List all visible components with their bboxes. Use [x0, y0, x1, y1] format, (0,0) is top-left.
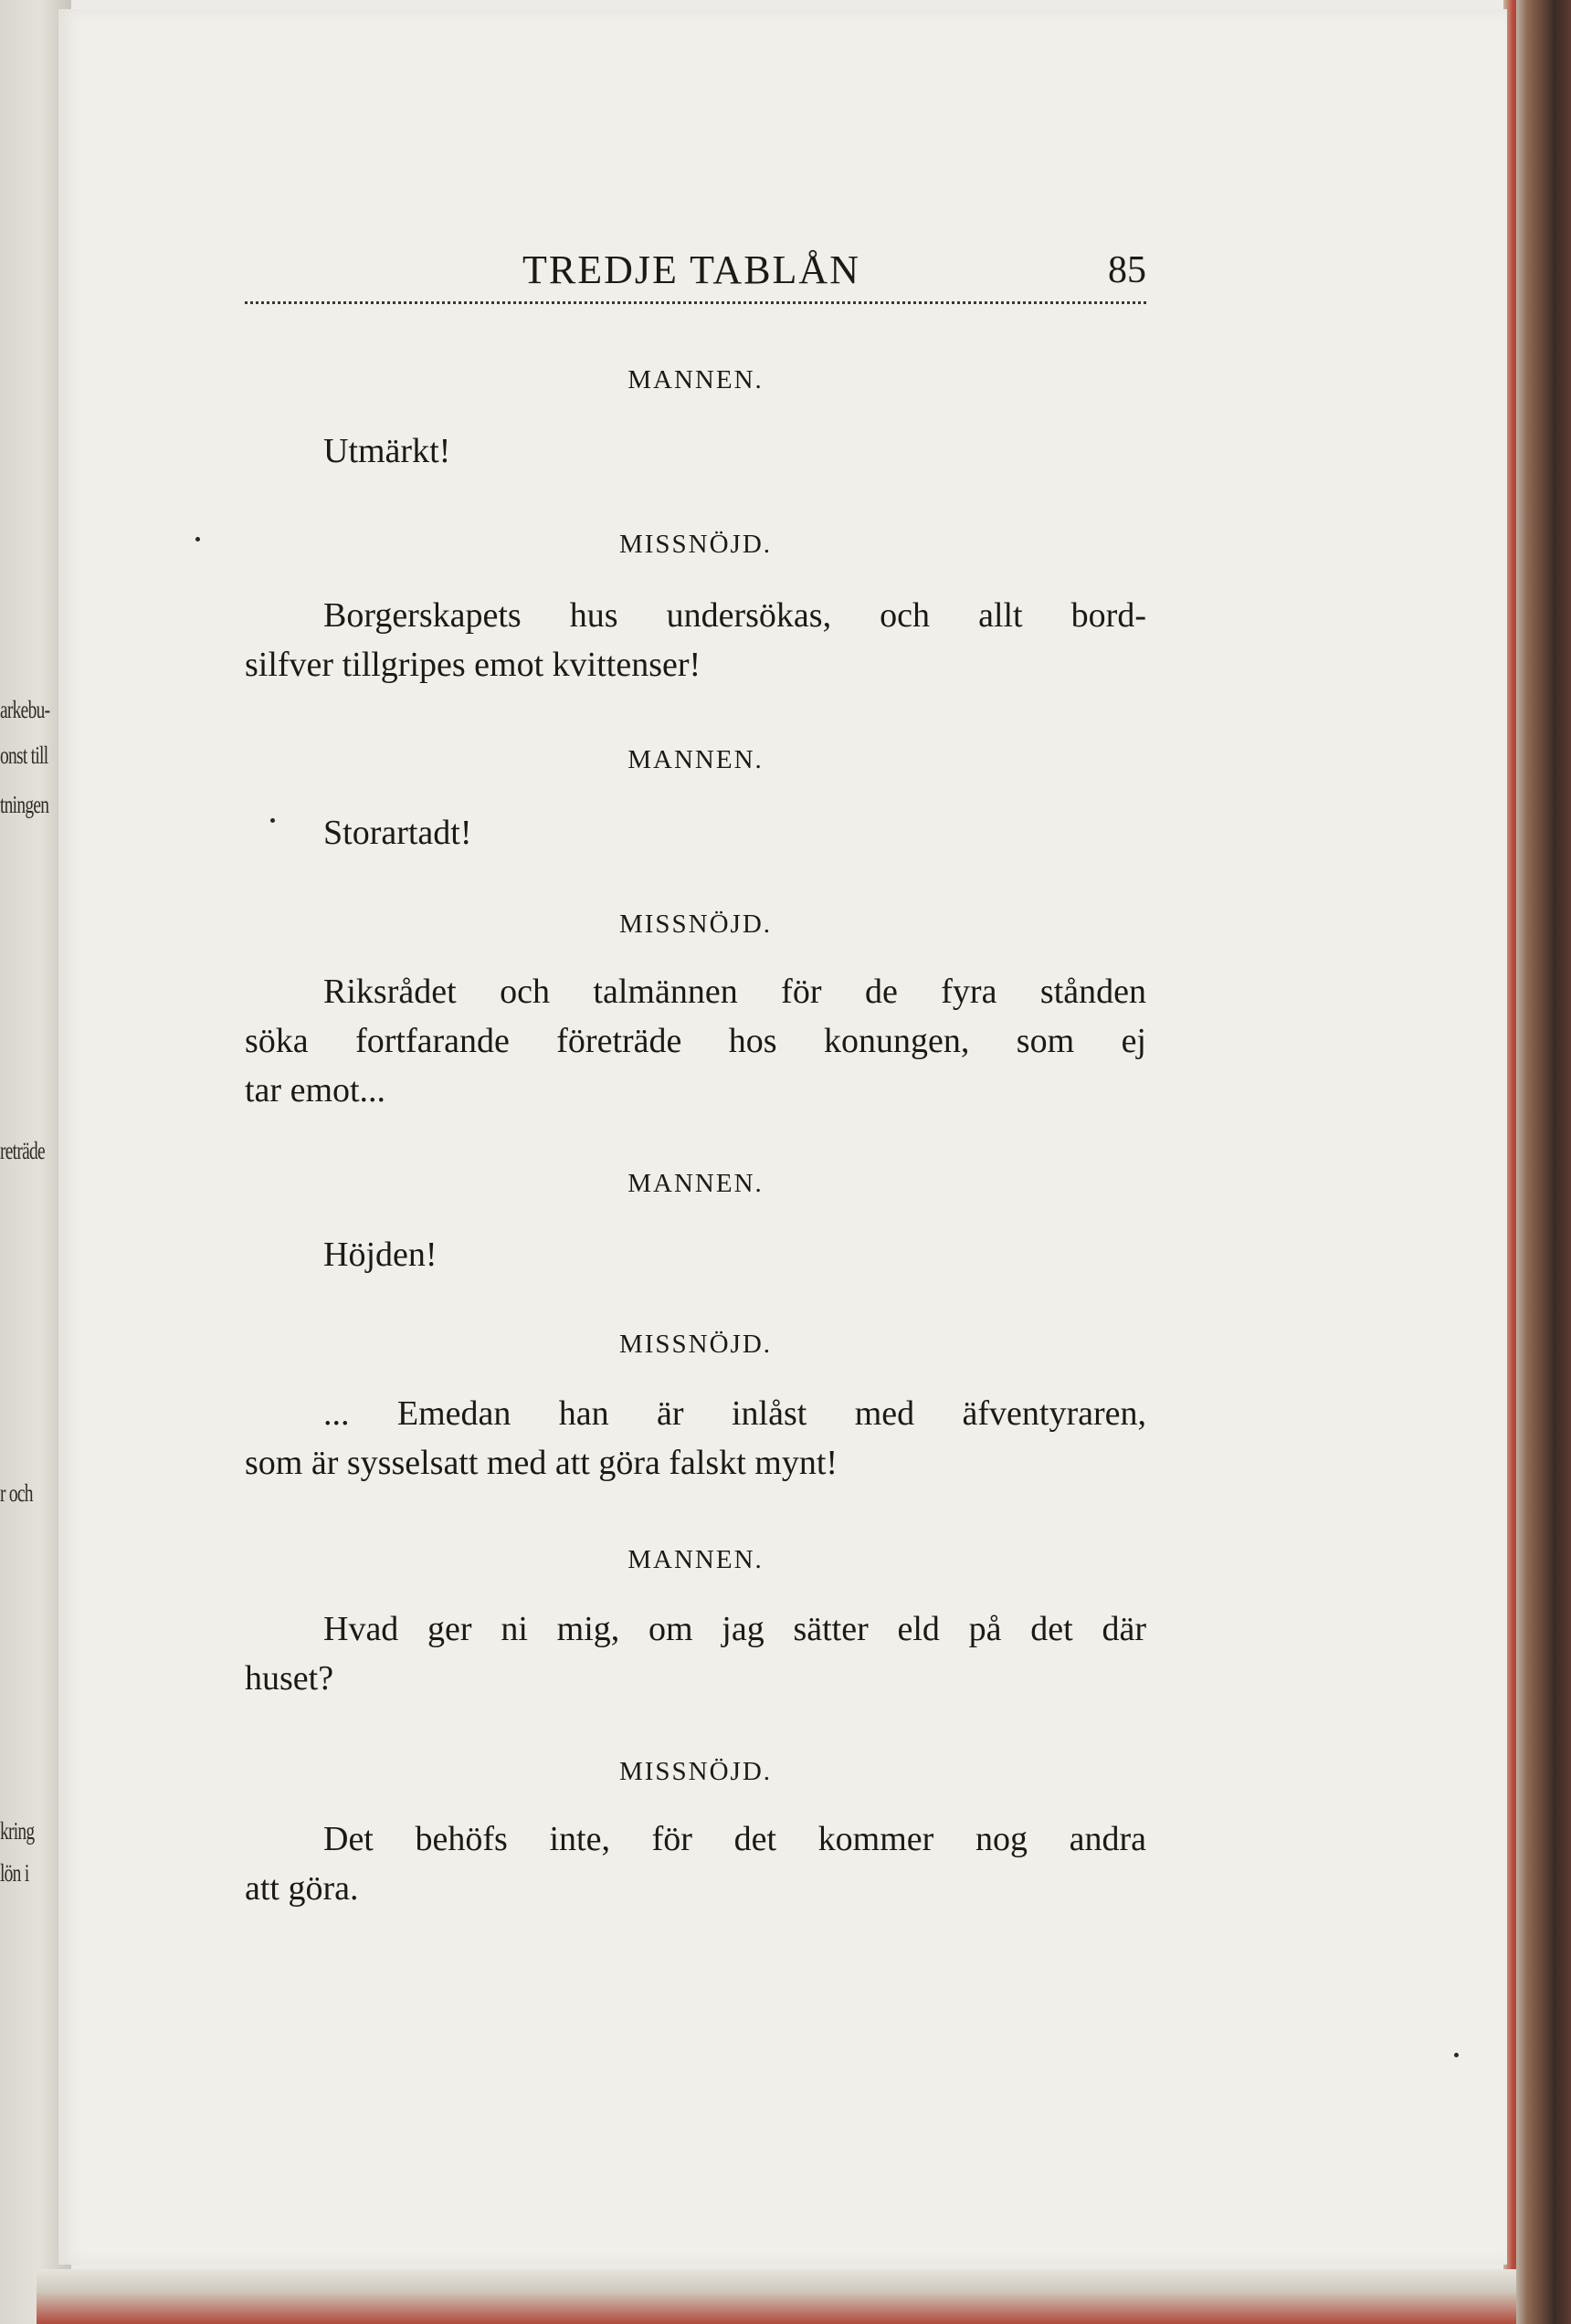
speaker-name: MANNEN.: [627, 365, 764, 394]
previous-page-fragment: lön i: [0, 1859, 29, 1887]
paper-speck: [270, 818, 275, 823]
dialogue-line: Borgerskapets hus undersökas, och allt bord-: [323, 596, 1146, 635]
dialogue-line: som är sysselsatt med att göra falskt mynt!: [245, 1444, 838, 1482]
dialogue-line: Höjden!: [323, 1236, 438, 1274]
speaker-name: MISSNÖJD.: [618, 530, 773, 559]
dialogue-line: huset?: [245, 1659, 334, 1698]
previous-page-fragment: onst till: [0, 741, 48, 769]
previous-page-fragment: arkebu-: [0, 696, 50, 723]
book-cover-edge: [1516, 0, 1571, 2324]
dialogue-line: tar emot...: [245, 1071, 386, 1109]
dialogue-line: Storartadt!: [323, 814, 472, 852]
dialogue-line: ... Emedan han är inlåst med äfventyraren,: [323, 1394, 1146, 1433]
running-head-title: TREDJE TABLÅN: [522, 247, 860, 292]
previous-page-fragment: kring: [0, 1817, 35, 1845]
paper-speck: [1454, 2053, 1459, 2057]
previous-page-fragment: r och: [0, 1479, 33, 1507]
paper-speck: [195, 537, 200, 542]
speaker-name: MISSNÖJD.: [618, 910, 773, 939]
speaker-name: MISSNÖJD.: [618, 1330, 773, 1359]
previous-page-fragment: reträde: [0, 1137, 45, 1164]
dialogue-line: Utmärkt!: [323, 432, 451, 470]
dialogue-line: silfver tillgripes emot kvittenser!: [245, 646, 701, 684]
page-number: 85: [1108, 249, 1146, 291]
header-dotted-rule: [245, 301, 1146, 304]
speaker-name: MANNEN.: [627, 1169, 764, 1198]
dialogue-line: att göra.: [245, 1869, 359, 1908]
speaker-name: MANNEN.: [627, 1545, 764, 1574]
page-bottom-edge: [37, 2269, 1516, 2324]
dialogue-line: Det behöfs inte, för det kommer nog andra: [323, 1820, 1146, 1858]
dialogue-line: Riksrådet och talmännen för de fyra stånden: [323, 973, 1146, 1011]
speaker-name: MISSNÖJD.: [618, 1757, 773, 1786]
running-head: [245, 237, 1146, 292]
book-page: [58, 9, 1507, 2265]
speaker-name: MANNEN.: [627, 745, 764, 774]
dialogue-line: Hvad ger ni mig, om jag sätter eld på det där: [323, 1610, 1146, 1648]
previous-page-fragment: tningen: [0, 791, 49, 818]
dialogue-line: söka fortfarande företräde hos konungen, som ej: [245, 1022, 1146, 1060]
